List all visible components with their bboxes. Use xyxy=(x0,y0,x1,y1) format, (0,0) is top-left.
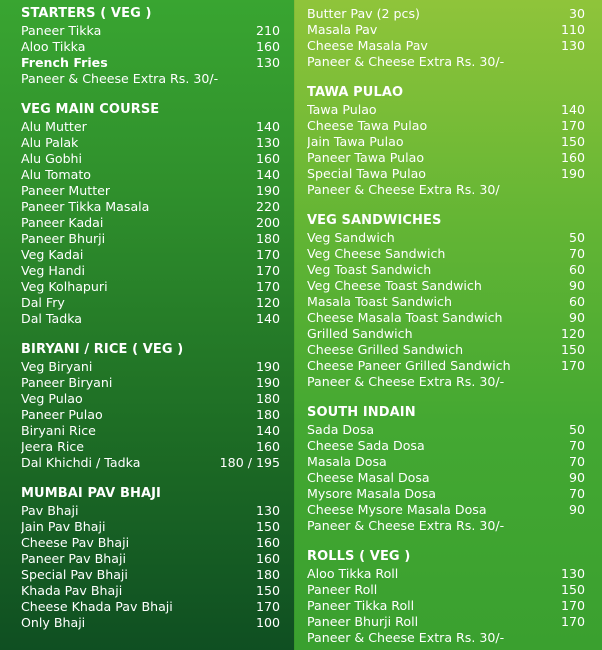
item-price: 60 xyxy=(568,294,585,309)
item-name: Alu Tomato xyxy=(21,167,91,182)
menu-item xyxy=(307,278,585,294)
item-name: Cheese Paneer Grilled Sandwich xyxy=(307,358,511,373)
item-price: 160 xyxy=(255,439,280,454)
extra-note: Paneer & Cheese Extra Rs. 30/- xyxy=(307,518,505,533)
item-name: Cheese Masala Toast Sandwich xyxy=(307,310,503,325)
item-name: Dal Khichdi / Tadka xyxy=(21,455,141,470)
item-name: Biryani Rice xyxy=(21,423,96,438)
item-price: 150 xyxy=(560,342,585,357)
item-price: 180 xyxy=(255,567,280,582)
item-name: Paneer Tikka Masala xyxy=(21,199,150,214)
item-price: 190 xyxy=(560,166,585,181)
menu-item xyxy=(21,407,280,423)
menu-item xyxy=(307,470,585,486)
menu-item xyxy=(21,263,280,279)
item-price: 90 xyxy=(568,470,585,485)
menu-item xyxy=(21,311,280,327)
item-name: Mysore Masala Dosa xyxy=(307,486,436,501)
item-price: 190 xyxy=(255,359,280,374)
item-price: 140 xyxy=(255,311,280,326)
item-price: 150 xyxy=(255,519,280,534)
menu-item xyxy=(307,502,585,518)
menu-item xyxy=(21,391,280,407)
menu-item xyxy=(21,295,280,311)
item-price: 170 xyxy=(255,599,280,614)
item-name: Masala Dosa xyxy=(307,454,387,469)
item-price: 170 xyxy=(255,279,280,294)
menu-item xyxy=(21,423,280,439)
menu-item xyxy=(307,598,585,614)
item-price: 220 xyxy=(255,199,280,214)
section-title: SOUTH INDAIN xyxy=(307,405,416,420)
section-title: ROLLS ( VEG ) xyxy=(307,549,411,564)
item-price: 50 xyxy=(568,230,585,245)
section-title: VEG SANDWICHES xyxy=(307,213,442,228)
item-name: Paneer Pulao xyxy=(21,407,103,422)
menu-item xyxy=(307,166,585,182)
menu-item xyxy=(21,279,280,295)
item-name: Veg Kadai xyxy=(21,247,84,262)
item-price: 120 xyxy=(560,326,585,341)
item-price: 180 / 195 xyxy=(219,455,280,470)
menu-item xyxy=(307,230,585,246)
extra-note: Paneer & Cheese Extra Rs. 30/- xyxy=(21,71,219,86)
item-name: Veg Sandwich xyxy=(307,230,395,245)
item-price: 170 xyxy=(560,118,585,133)
menu-item xyxy=(21,567,280,583)
item-price: 170 xyxy=(560,598,585,613)
item-price: 180 xyxy=(255,391,280,406)
item-name: Veg Kolhapuri xyxy=(21,279,108,294)
menu-item xyxy=(307,614,585,630)
item-name: Dal Fry xyxy=(21,295,65,310)
item-name: Paneer Roll xyxy=(307,582,378,597)
item-name: Paneer Tikka xyxy=(21,23,102,38)
item-name: Paneer Bhurji xyxy=(21,231,106,246)
section-veg-main-course xyxy=(21,102,280,327)
menu-item xyxy=(21,503,280,519)
item-price: 150 xyxy=(560,134,585,149)
item-name: Cheese Khada Pav Bhaji xyxy=(21,599,173,614)
item-name: Alu Palak xyxy=(21,135,79,150)
item-name: Khada Pav Bhaji xyxy=(21,583,123,598)
menu-item xyxy=(21,439,280,455)
item-name: Cheese Pav Bhaji xyxy=(21,535,130,550)
section-starters xyxy=(21,6,280,87)
item-name: Paneer Tawa Pulao xyxy=(307,150,425,165)
item-name: Cheese Sada Dosa xyxy=(307,438,425,453)
section-title: BIRYANI / RICE ( VEG ) xyxy=(21,342,184,357)
item-price: 170 xyxy=(255,247,280,262)
item-price: 160 xyxy=(255,551,280,566)
menu-item xyxy=(21,119,280,135)
item-price: 160 xyxy=(255,151,280,166)
section-pav-extras xyxy=(307,6,585,70)
menu-item xyxy=(21,135,280,151)
item-price: 170 xyxy=(255,263,280,278)
item-name: Cheese Masala Pav xyxy=(307,38,428,53)
menu-item xyxy=(21,55,280,71)
menu-item xyxy=(307,342,585,358)
menu-item xyxy=(307,38,585,54)
extra-note: Paneer & Cheese Extra Rs. 30/ xyxy=(307,182,500,197)
item-price: 90 xyxy=(568,502,585,517)
section-title: MUMBAI PAV BHAJI xyxy=(21,486,161,501)
menu-item xyxy=(307,294,585,310)
menu-item xyxy=(21,23,280,39)
extra-note: Paneer & Cheese Extra Rs. 30/- xyxy=(307,630,505,645)
menu-item xyxy=(307,358,585,374)
item-name: Paneer Tikka Roll xyxy=(307,598,415,613)
section-title: VEG MAIN COURSE xyxy=(21,102,160,117)
menu-item xyxy=(21,583,280,599)
item-price: 50 xyxy=(568,422,585,437)
item-name: Veg Cheese Sandwich xyxy=(307,246,446,261)
item-name: Cheese Mysore Masala Dosa xyxy=(307,502,487,517)
item-price: 200 xyxy=(255,215,280,230)
section-south-indian xyxy=(307,405,585,534)
item-price: 90 xyxy=(568,310,585,325)
item-name: French Fries xyxy=(21,55,108,70)
item-name: Butter Pav (2 pcs) xyxy=(307,6,420,21)
item-name: Only Bhaji xyxy=(21,615,86,630)
section-mumbai-pav-bhaji xyxy=(21,486,280,631)
item-price: 170 xyxy=(560,358,585,373)
item-name: Paneer Bhurji Roll xyxy=(307,614,419,629)
item-price: 160 xyxy=(255,535,280,550)
item-name: Pav Bhaji xyxy=(21,503,79,518)
item-price: 130 xyxy=(255,55,280,70)
menu-item xyxy=(307,566,585,582)
item-name: Veg Biryani xyxy=(21,359,93,374)
menu-item xyxy=(21,199,280,215)
item-name: Dal Tadka xyxy=(21,311,83,326)
item-name: Veg Pulao xyxy=(21,391,83,406)
item-name: Grilled Sandwich xyxy=(307,326,413,341)
menu-item xyxy=(21,615,280,631)
item-name: Special Pav Bhaji xyxy=(21,567,128,582)
menu-item xyxy=(307,438,585,454)
item-price: 150 xyxy=(255,583,280,598)
item-price: 210 xyxy=(255,23,280,38)
menu-item xyxy=(307,118,585,134)
item-name: Alu Gobhi xyxy=(21,151,83,166)
menu-item xyxy=(307,582,585,598)
item-price: 70 xyxy=(568,246,585,261)
item-name: Jeera Rice xyxy=(21,439,85,454)
item-price: 170 xyxy=(560,614,585,629)
item-price: 140 xyxy=(255,167,280,182)
menu-item xyxy=(21,183,280,199)
item-name: Veg Handi xyxy=(21,263,86,278)
item-price: 100 xyxy=(255,615,280,630)
menu-item xyxy=(307,326,585,342)
item-name: Sada Dosa xyxy=(307,422,375,437)
menu-item xyxy=(21,359,280,375)
menu-item xyxy=(21,231,280,247)
item-price: 150 xyxy=(560,582,585,597)
menu-item xyxy=(21,151,280,167)
item-name: Masala Toast Sandwich xyxy=(307,294,452,309)
section-rolls xyxy=(307,549,585,646)
item-price: 160 xyxy=(255,39,280,54)
menu-item xyxy=(21,551,280,567)
item-price: 70 xyxy=(568,486,585,501)
section-title: STARTERS ( VEG ) xyxy=(21,6,152,21)
item-name: Paneer Mutter xyxy=(21,183,111,198)
item-price: 130 xyxy=(560,38,585,53)
item-price: 110 xyxy=(560,22,585,37)
item-name: Special Tawa Pulao xyxy=(307,166,426,181)
item-name: Jain Tawa Pulao xyxy=(307,134,404,149)
column-divider xyxy=(294,0,295,650)
item-price: 130 xyxy=(255,503,280,518)
item-price: 180 xyxy=(255,407,280,422)
menu-item xyxy=(307,422,585,438)
menu-item xyxy=(21,247,280,263)
item-price: 190 xyxy=(255,375,280,390)
item-price: 180 xyxy=(255,231,280,246)
menu-item xyxy=(21,375,280,391)
item-price: 70 xyxy=(568,454,585,469)
item-name: Masala Pav xyxy=(307,22,378,37)
item-price: 60 xyxy=(568,262,585,277)
menu-item xyxy=(21,215,280,231)
menu-item xyxy=(21,455,280,471)
item-name: Paneer Pav Bhaji xyxy=(21,551,126,566)
item-price: 70 xyxy=(568,438,585,453)
extra-note: Paneer & Cheese Extra Rs. 30/- xyxy=(307,374,505,389)
menu-item xyxy=(21,535,280,551)
menu-item xyxy=(307,6,585,22)
section-title: TAWA PULAO xyxy=(307,85,404,100)
extra-note: Paneer & Cheese Extra Rs. 30/- xyxy=(307,54,505,69)
menu-item xyxy=(21,39,280,55)
item-name: Cheese Masal Dosa xyxy=(307,470,430,485)
section-biryani-rice xyxy=(21,342,280,471)
menu-item xyxy=(307,454,585,470)
menu-item xyxy=(21,519,280,535)
item-price: 130 xyxy=(255,135,280,150)
item-name: Alu Mutter xyxy=(21,119,87,134)
section-veg-sandwiches xyxy=(307,213,585,390)
item-name: Cheese Tawa Pulao xyxy=(307,118,428,133)
menu-item xyxy=(307,486,585,502)
item-price: 30 xyxy=(568,6,585,21)
item-name: Jain Pav Bhaji xyxy=(21,519,106,534)
item-name: Cheese Grilled Sandwich xyxy=(307,342,464,357)
item-price: 120 xyxy=(255,295,280,310)
menu-item xyxy=(307,102,585,118)
menu-item xyxy=(307,134,585,150)
item-price: 140 xyxy=(255,119,280,134)
item-name: Aloo Tikka Roll xyxy=(307,566,399,581)
item-name: Veg Toast Sandwich xyxy=(307,262,432,277)
item-name: Aloo Tikka xyxy=(21,39,86,54)
item-name: Paneer Biryani xyxy=(21,375,113,390)
menu-item xyxy=(307,150,585,166)
menu-item xyxy=(21,167,280,183)
item-price: 190 xyxy=(255,183,280,198)
menu-right-column xyxy=(294,0,602,650)
item-name: Veg Cheese Toast Sandwich xyxy=(307,278,482,293)
menu-item xyxy=(307,262,585,278)
menu-item xyxy=(307,246,585,262)
menu-item xyxy=(21,599,280,615)
item-price: 140 xyxy=(560,102,585,117)
item-name: Tawa Pulao xyxy=(307,102,377,117)
item-price: 140 xyxy=(255,423,280,438)
section-tawa-pulao xyxy=(307,85,585,198)
item-price: 130 xyxy=(560,566,585,581)
item-name: Paneer Kadai xyxy=(21,215,104,230)
menu-item xyxy=(307,22,585,38)
menu-left-column xyxy=(0,0,294,650)
item-price: 160 xyxy=(560,150,585,165)
menu-item xyxy=(307,310,585,326)
item-price: 90 xyxy=(568,278,585,293)
